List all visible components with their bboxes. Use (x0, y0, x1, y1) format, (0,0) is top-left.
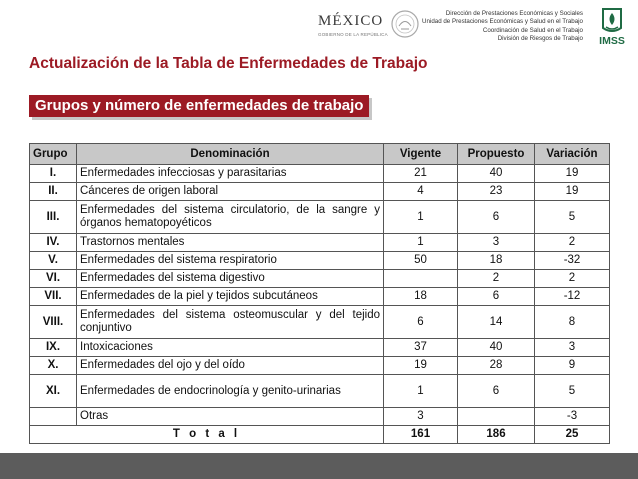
cell-variacion: 8 (535, 306, 610, 339)
cell-grupo: XI. (30, 375, 77, 408)
column-header-propuesto: Propuesto (458, 144, 535, 165)
footer-band (0, 453, 638, 479)
column-header-grupo: Grupo (30, 144, 77, 165)
total-label: T o t a l (30, 426, 384, 444)
cell-variacion: 19 (535, 165, 610, 183)
cell-propuesto: 3 (458, 234, 535, 252)
cell-variacion: 19 (535, 183, 610, 201)
table-row (30, 270, 610, 288)
cell-propuesto (458, 408, 535, 426)
cell-denominacion: Cánceres de origen laboral (77, 183, 384, 201)
cell-vigente: 1 (384, 201, 458, 234)
cell-variacion: 9 (535, 357, 610, 375)
cell-vigente (384, 270, 458, 288)
cell-vigente: 21 (384, 165, 458, 183)
agency-line: Coordinación de Salud en el Trabajo (482, 26, 583, 34)
cell-propuesto: 40 (458, 339, 535, 357)
imss-logo (590, 4, 634, 48)
cell-variacion: -3 (535, 408, 610, 426)
imss-logo-text: IMSS (599, 35, 625, 47)
cell-vigente: 50 (384, 252, 458, 270)
agency-line: Unidad de Prestaciones Económicas y Salud en el Trabajo (422, 18, 583, 26)
cell-propuesto: 18 (458, 252, 535, 270)
cell-grupo (30, 408, 77, 426)
cell-grupo: I. (30, 165, 77, 183)
cell-denominacion: Enfermedades infecciosas y parasitarias (77, 165, 384, 183)
cell-grupo: VII. (30, 288, 77, 306)
cell-propuesto: 28 (458, 357, 535, 375)
cell-grupo: V. (30, 252, 77, 270)
total-row (30, 426, 610, 444)
cell-denominacion: Enfermedades del sistema digestivo (77, 270, 384, 288)
cell-grupo: X. (30, 357, 77, 375)
table-row (30, 357, 610, 375)
section-banner: Grupos y número de enfermedades de trabajo (29, 95, 369, 117)
cell-denominacion: Otras (77, 408, 384, 426)
cell-grupo: VI. (30, 270, 77, 288)
cell-denominacion: Enfermedades de endocrinología y genito-urinarias (77, 375, 384, 408)
cell-grupo: III. (30, 201, 77, 234)
cell-vigente: 4 (384, 183, 458, 201)
cell-variacion: 5 (535, 375, 610, 408)
column-header-variacion: Variación (535, 144, 610, 165)
cell-propuesto: 14 (458, 306, 535, 339)
cell-variacion: 3 (535, 339, 610, 357)
table-row (30, 234, 610, 252)
table-row (30, 306, 610, 339)
cell-grupo: IX. (30, 339, 77, 357)
table-row (30, 252, 610, 270)
cell-vigente: 18 (384, 288, 458, 306)
table-header-row (30, 144, 610, 165)
cell-grupo: VIII. (30, 306, 77, 339)
cell-propuesto: 6 (458, 375, 535, 408)
cell-variacion: -12 (535, 288, 610, 306)
cell-variacion: 5 (535, 201, 610, 234)
cell-denominacion: Enfermedades del sistema respiratorio (77, 252, 384, 270)
table-row (30, 201, 610, 234)
cell-propuesto: 40 (458, 165, 535, 183)
cell-vigente: 6 (384, 306, 458, 339)
agency-line: Dirección de Prestaciones Económicas y Sociales (445, 10, 583, 17)
table-row (30, 183, 610, 201)
cell-vigente: 1 (384, 234, 458, 252)
cell-denominacion: Enfermedades del ojo y del oído (77, 357, 384, 375)
cell-propuesto: 2 (458, 270, 535, 288)
cell-grupo: IV. (30, 234, 77, 252)
cell-denominacion: Enfermedades de la piel y tejidos subcutáneos (77, 288, 384, 306)
column-header-vigente: Vigente (384, 144, 458, 165)
cell-vigente: 19 (384, 357, 458, 375)
cell-propuesto: 6 (458, 288, 535, 306)
gov-name: MÉXICO (318, 13, 384, 29)
cell-vigente: 1 (384, 375, 458, 408)
total-vigente: 161 (384, 426, 458, 444)
gov-subtitle: GOBIERNO DE LA REPÚBLICA (318, 32, 388, 37)
cell-denominacion: Trastornos mentales (77, 234, 384, 252)
page-title: Actualización de la Tabla de Enfermedades de Trabajo (29, 55, 428, 72)
table-row (30, 375, 610, 408)
table-row (30, 288, 610, 306)
cell-grupo: II. (30, 183, 77, 201)
cell-variacion: 2 (535, 270, 610, 288)
cell-variacion: 2 (535, 234, 610, 252)
table-row (30, 408, 610, 426)
cell-denominacion: Intoxicaciones (77, 339, 384, 357)
cell-vigente: 3 (384, 408, 458, 426)
enfermedades-table (29, 143, 610, 444)
total-variacion: 25 (535, 426, 610, 444)
agency-line: División de Riesgos de Trabajo (497, 35, 583, 43)
table-row (30, 165, 610, 183)
total-propuesto: 186 (458, 426, 535, 444)
agency-block (343, 10, 583, 44)
cell-variacion: -32 (535, 252, 610, 270)
column-header-denominacion: Denominación (77, 144, 384, 165)
table-row (30, 339, 610, 357)
cell-propuesto: 6 (458, 201, 535, 234)
cell-denominacion: Enfermedades del sistema osteomuscular y del tejido conjuntivo (77, 306, 384, 339)
cell-propuesto: 23 (458, 183, 535, 201)
cell-denominacion: Enfermedades del sistema circulatorio, de la sangre y órganos hematopoyéticos (77, 201, 384, 234)
cell-vigente: 37 (384, 339, 458, 357)
